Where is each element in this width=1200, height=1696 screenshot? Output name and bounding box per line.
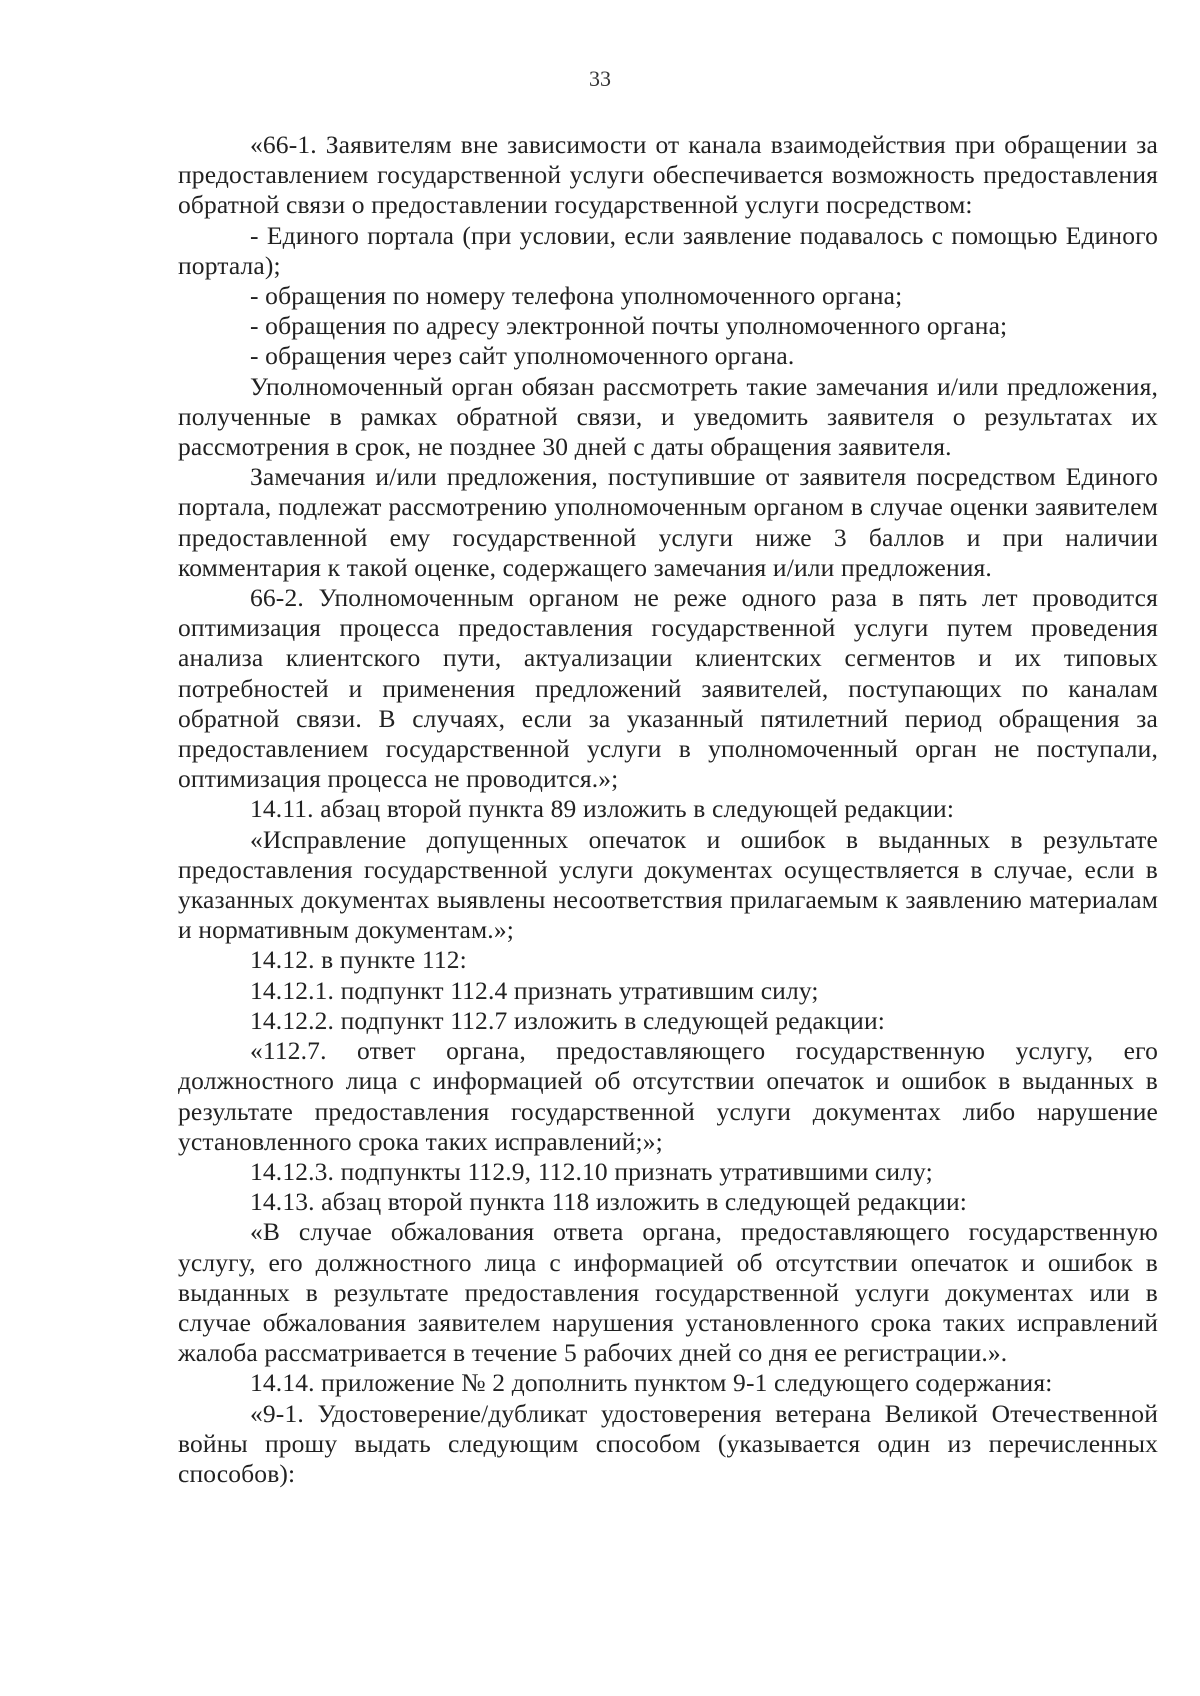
- paragraph-review-obligation: Уполномоченный орган обязан рассмотреть такие замечания и/или предложения, полученные в рамках обратной связи, и уведомить заявителя о результатах их рассмотрения в срок, не позднее 30 дней с даты обращения заявителя.: [178, 371, 1158, 462]
- paragraph-14-12-1: 14.12.1. подпункт 112.4 признать утратившим силу;: [250, 975, 819, 1005]
- paragraph-14-12-3: 14.12.3. подпункты 112.9, 112.10 признать утратившими силу;: [250, 1156, 933, 1186]
- paragraph-14-11-text: «Исправление допущенных опечаток и ошибок в выданных в результате предоставления государственной услуги документах осуществляется в случае, если в указанных документах выявлены несоответствия прилагаемым к заявлению материалам и нормативным документам.»;: [178, 824, 1158, 945]
- paragraph-portal-remarks: Замечания и/или предложения, поступившие от заявителя посредством Единого портала, подлежат рассмотрению уполномоченным органом в случае оценки заявителем предоставленной ему государственной услуги ниже 3 баллов и при наличии комментария к такой оценке, содержащего замечания и/или предложения.: [178, 462, 1158, 582]
- paragraph-list-item-portal: - Единого портала (при условии, если заявление подавалось с помощью Единого портала);: [178, 220, 1158, 280]
- paragraph-66-2: 66-2. Уполномоченным органом не реже одного раза в пять лет проводится оптимизация процесса предоставления государственной услуги путем проведения анализа клиентского пути, актуализации клиентских сегментов и их типовых потребностей и применения предложений заявителей, поступающих по каналам обратной связи. В случаях, если за указанный пятилетний период обращения за предоставлением государственной услуги в уполномоченный орган не поступали, оптимизация процесса не проводится.»;: [178, 583, 1158, 794]
- page-number: 33: [589, 66, 611, 91]
- paragraph-14-14: 14.14. приложение № 2 дополнить пунктом 9-1 следующего содержания:: [250, 1368, 1053, 1398]
- paragraph-list-item-phone: - обращения по номеру телефона уполномоченного органа;: [250, 281, 903, 311]
- document-body: [178, 130, 1158, 1489]
- paragraph-66-1-intro: «66-1. Заявителям вне зависимости от канала взаимодействия при обращении за предоставлением государственной услуги обеспечивается возможность предоставления обратной связи о предоставлении государственной услуги посредством:: [178, 130, 1158, 220]
- paragraph-112-7-text: «112.7. ответ органа, предоставляющего государственную услугу, его должностного лица с информацией об отсутствии опечаток и ошибок в выданных в результате предоставления государственной услуги документах либо нарушение установленного срока таких исправлений;»;: [178, 1036, 1158, 1156]
- paragraph-list-item-email: - обращения по адресу электронной почты уполномоченного органа;: [250, 311, 1008, 341]
- paragraph-list-item-site: - обращения через сайт уполномоченного органа.: [250, 341, 795, 371]
- paragraph-14-13: 14.13. абзац второй пункта 118 изложить в следующей редакции:: [250, 1187, 967, 1217]
- paragraph-14-11: 14.11. абзац второй пункта 89 изложить в следующей редакции:: [250, 794, 955, 824]
- paragraph-14-13-text: «В случае обжалования ответа органа, предоставляющего государственную услугу, его должностного лица с информацией об отсутствии опечаток и ошибок в выданных в результате предоставления государственной услуги документах или в случае обжалования заявителем нарушения установленного срока таких исправлений жалоба рассматривается в течение 5 рабочих дней со дня ее регистрации.».: [178, 1217, 1158, 1368]
- paragraph-14-12-2: 14.12.2. подпункт 112.7 изложить в следующей редакции:: [250, 1005, 886, 1035]
- paragraph-9-1-text: «9-1. Удостоверение/дубликат удостоверения ветерана Великой Отечественной войны прошу выдать следующим способом (указывается один из перечисленных способов):: [178, 1398, 1158, 1488]
- paragraph-14-12: 14.12. в пункте 112:: [250, 945, 467, 975]
